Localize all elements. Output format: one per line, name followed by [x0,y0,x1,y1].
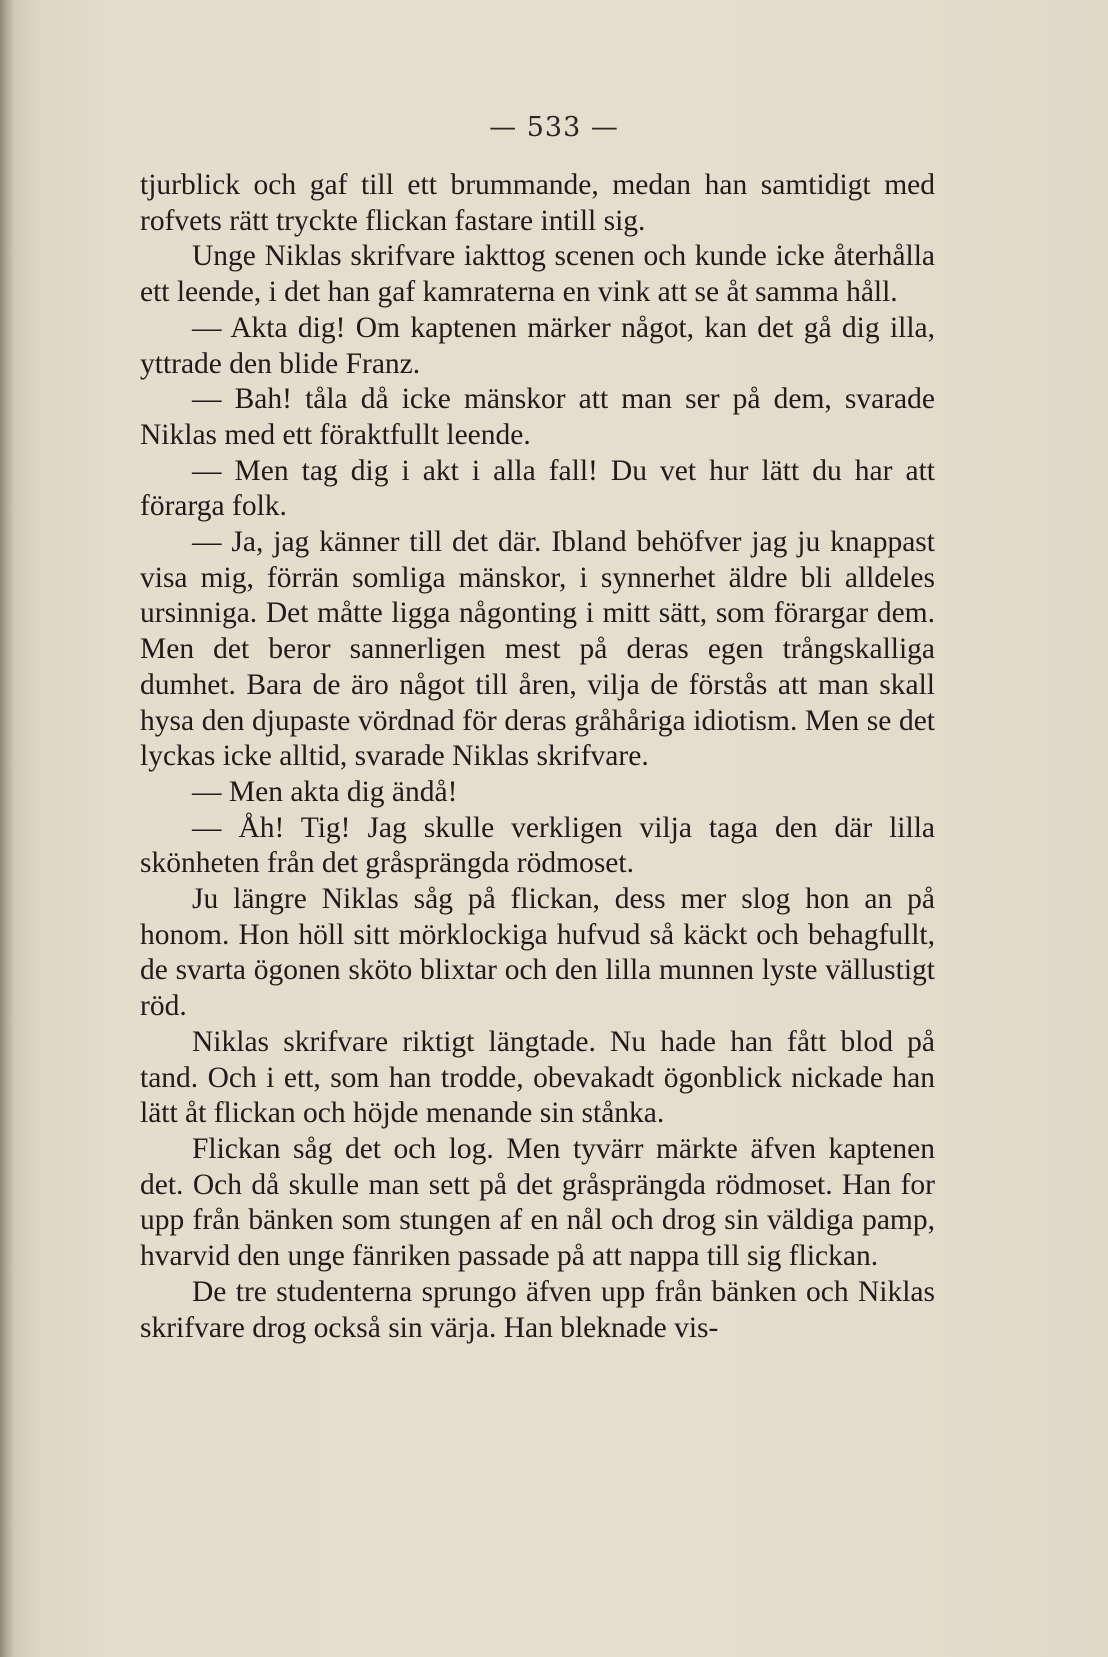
page-spine-shadow [0,0,14,1657]
paragraph: Flickan såg det och log. Men tyvärr märkte äfven kaptenen det. Och då skulle man sett på det gråsprängda rödmoset. Han for upp från bänken som stungen af en nål och drog sin väldiga pamp, hvarvid den unge fänriken passade på att nappa till sig flickan. [140,1132,935,1273]
paragraph: — Men tag dig i akt i alla fall! Du vet hur lätt du har att förarga folk. [140,454,935,523]
paragraph: tjurblick och gaf till ett brummande, medan han samtidigt med rofvets rätt tryckte flickan fastare intill sig. [140,169,935,237]
paragraph: — Ja, jag känner till det där. Ibland behöfver jag ju knappast visa mig, förrän somliga mänskor, i synnerhet äldre bli alldeles ursinniga. Det måtte ligga någonting i mitt sätt, som förargar dem. Men det beror sannerligen mest på deras egen trångskalliga dumhet. Bara de äro något till åren, vilja de förstås att man skall hysa den djupaste vördnad för deras gråhåriga idiotism. Men se det lyckas icke alltid, svarade Niklas skrifvare. [140,526,935,773]
paragraph: Niklas skrifvare riktigt längtade. Nu hade han fått blod på tand. Och i ett, som han trodde, obevakadt ögonblick nickade han lätt åt flickan och höjde menande sin stånka. [140,1025,935,1130]
paragraph: Ju längre Niklas såg på flickan, dess mer slog hon an på honom. Hon höll sitt mörklockiga hufvud så käckt och behagfullt, de svarta ögonen sköto blixtar och den lilla munnen lyste vällustigt röd. [140,883,935,1023]
paragraph: — Bah! tåla då icke mänskor att man ser på dem, svarade Niklas med ett föraktfullt leende. [140,383,935,451]
paragraph: — Åh! Tig! Jag skulle verkligen vilja taga den där lilla skönheten från det gråsprängda rödmoset. [140,811,935,880]
paragraph: De tre studenterna sprungo äfven upp från bänken och Niklas skrifvare drog också sin värja. Han bleknade vis- [140,1275,935,1344]
paragraph: Unge Niklas skrifvare iakttog scenen och kunde icke återhålla ett leende, i det han gaf kamraterna en vink att se åt samma håll. [140,240,935,309]
body-text [140,168,935,1346]
page-number: — 533 — [489,112,619,143]
paragraph: — Akta dig! Om kaptenen märker något, kan det gå dig illa, yttrade den blide Franz. [140,311,935,380]
paragraph: — Men akta dig ändå! [192,775,458,808]
